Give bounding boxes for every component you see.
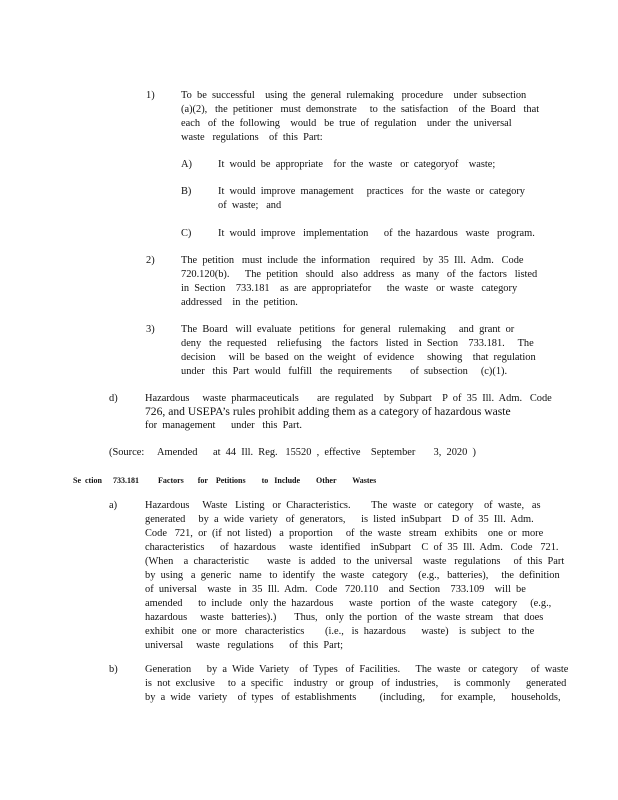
item-text-line: waste regulations of this Part: — [181, 132, 323, 143]
item-text-line: decision will be based on the weight of evidence showing that regulation — [181, 352, 536, 363]
item-text-line: addressed in the petition. — [181, 297, 298, 308]
item-text-line: 720.120(b). The petition should also address as many of the factors listed — [181, 269, 538, 280]
source-text: Amended at 44 Ill. Reg. 15520 , effective September 3, 2020 ) — [157, 447, 476, 458]
source-label: (Source: — [109, 447, 145, 458]
item-text-line: each of the following would be true of regulation under the universal — [181, 118, 512, 129]
item-text-line: by a wide variety of types of establishments (including, for example, households, — [145, 692, 561, 703]
item-text-line: of universal waste in 35 Ill. Adm. Code 720.110 and Section 733.109 will be — [145, 584, 526, 595]
item-text-line: To be successful using the general rulemaking procedure under subsection — [181, 90, 527, 101]
item-label: a) — [109, 500, 118, 511]
item-text-line: generated by a wide variety of generators, is listed inSubpart D of 35 Ill. Adm. — [145, 514, 534, 525]
section-title: Factors for Petitions to Include Other Wastes — [158, 476, 377, 485]
item-text-line: exhibit one or more characteristics (i.e., is hazardous waste) is subject to the — [145, 626, 535, 637]
item-text-line: The Board will evaluate petitions for general rulemaking and grant or — [181, 324, 515, 335]
item-text-line: (When a characteristic waste is added to the universal waste regulations of this Part — [145, 556, 565, 567]
item-label: 1) — [146, 90, 155, 101]
item-text-line: Code 721, or (if not listed) a proportion of the waste stream exhibits one or more — [145, 528, 544, 539]
item-text-line: amended to include only the hazardous waste portion of the waste category (e.g., — [145, 598, 552, 609]
item-text-line: Hazardous Waste Listing or Characteristics. The waste or category of waste, as — [145, 500, 541, 511]
item-text-line: Generation by a Wide Variety of Types of Facilities. The waste or category of waste — [145, 664, 569, 675]
item-text-line: (a)(2), the petitioner must demonstrate to the satisfaction of the Board that — [181, 104, 540, 115]
item-label: 2) — [146, 255, 155, 266]
item-text-line: 726, and USEPA’s rules prohibit adding them as a category of hazardous waste — [145, 405, 511, 418]
item-text-line: of waste; and — [218, 200, 282, 211]
item-text-line: in Section 733.181 as are appropriatefor the waste or waste category — [181, 283, 518, 294]
item-text-line: hazardous waste batteries).) Thus, only the portion of the waste stream that does — [145, 612, 544, 623]
item-label: C) — [181, 228, 192, 239]
item-text-line: The petition must include the information required by 35 Ill. Adm. Code — [181, 255, 524, 266]
item-text-line: for management under this Part. — [145, 420, 302, 431]
item-label: 3) — [146, 324, 155, 335]
item-label: d) — [109, 393, 118, 404]
item-text-line: It would improve management practices for the waste or category — [218, 186, 525, 197]
item-label: A) — [181, 159, 192, 170]
item-text-line: under this Part would fulfill the requirements of subsection (c)(1). — [181, 366, 508, 377]
section-number: 733.181 — [113, 476, 139, 485]
item-text-line: It would improve implementation of the hazardous waste program. — [218, 228, 535, 239]
section-prefix: Se ction — [73, 476, 102, 485]
item-text-line: characteristics of hazardous waste identified inSubpart C of 35 Ill. Adm. Code 721. — [145, 542, 559, 553]
item-text-line: universal waste regulations of this Part; — [145, 640, 343, 651]
item-label: b) — [109, 664, 118, 675]
item-text-line: It would be appropriate for the waste or categoryof waste; — [218, 159, 496, 170]
item-label: B) — [181, 186, 192, 197]
item-text-line: by using a generic name to identify the waste category (e.g., batteries), the definition — [145, 570, 560, 581]
item-text-line: Hazardous waste pharmaceuticals are regulated by Subpart P of 35 Ill. Adm. Code — [145, 393, 552, 404]
item-text-line: deny the requested reliefusing the factors listed in Section 733.181. The — [181, 338, 534, 349]
item-text-line: is not exclusive to a specific industry or group of industries, is commonly generated — [145, 678, 567, 689]
